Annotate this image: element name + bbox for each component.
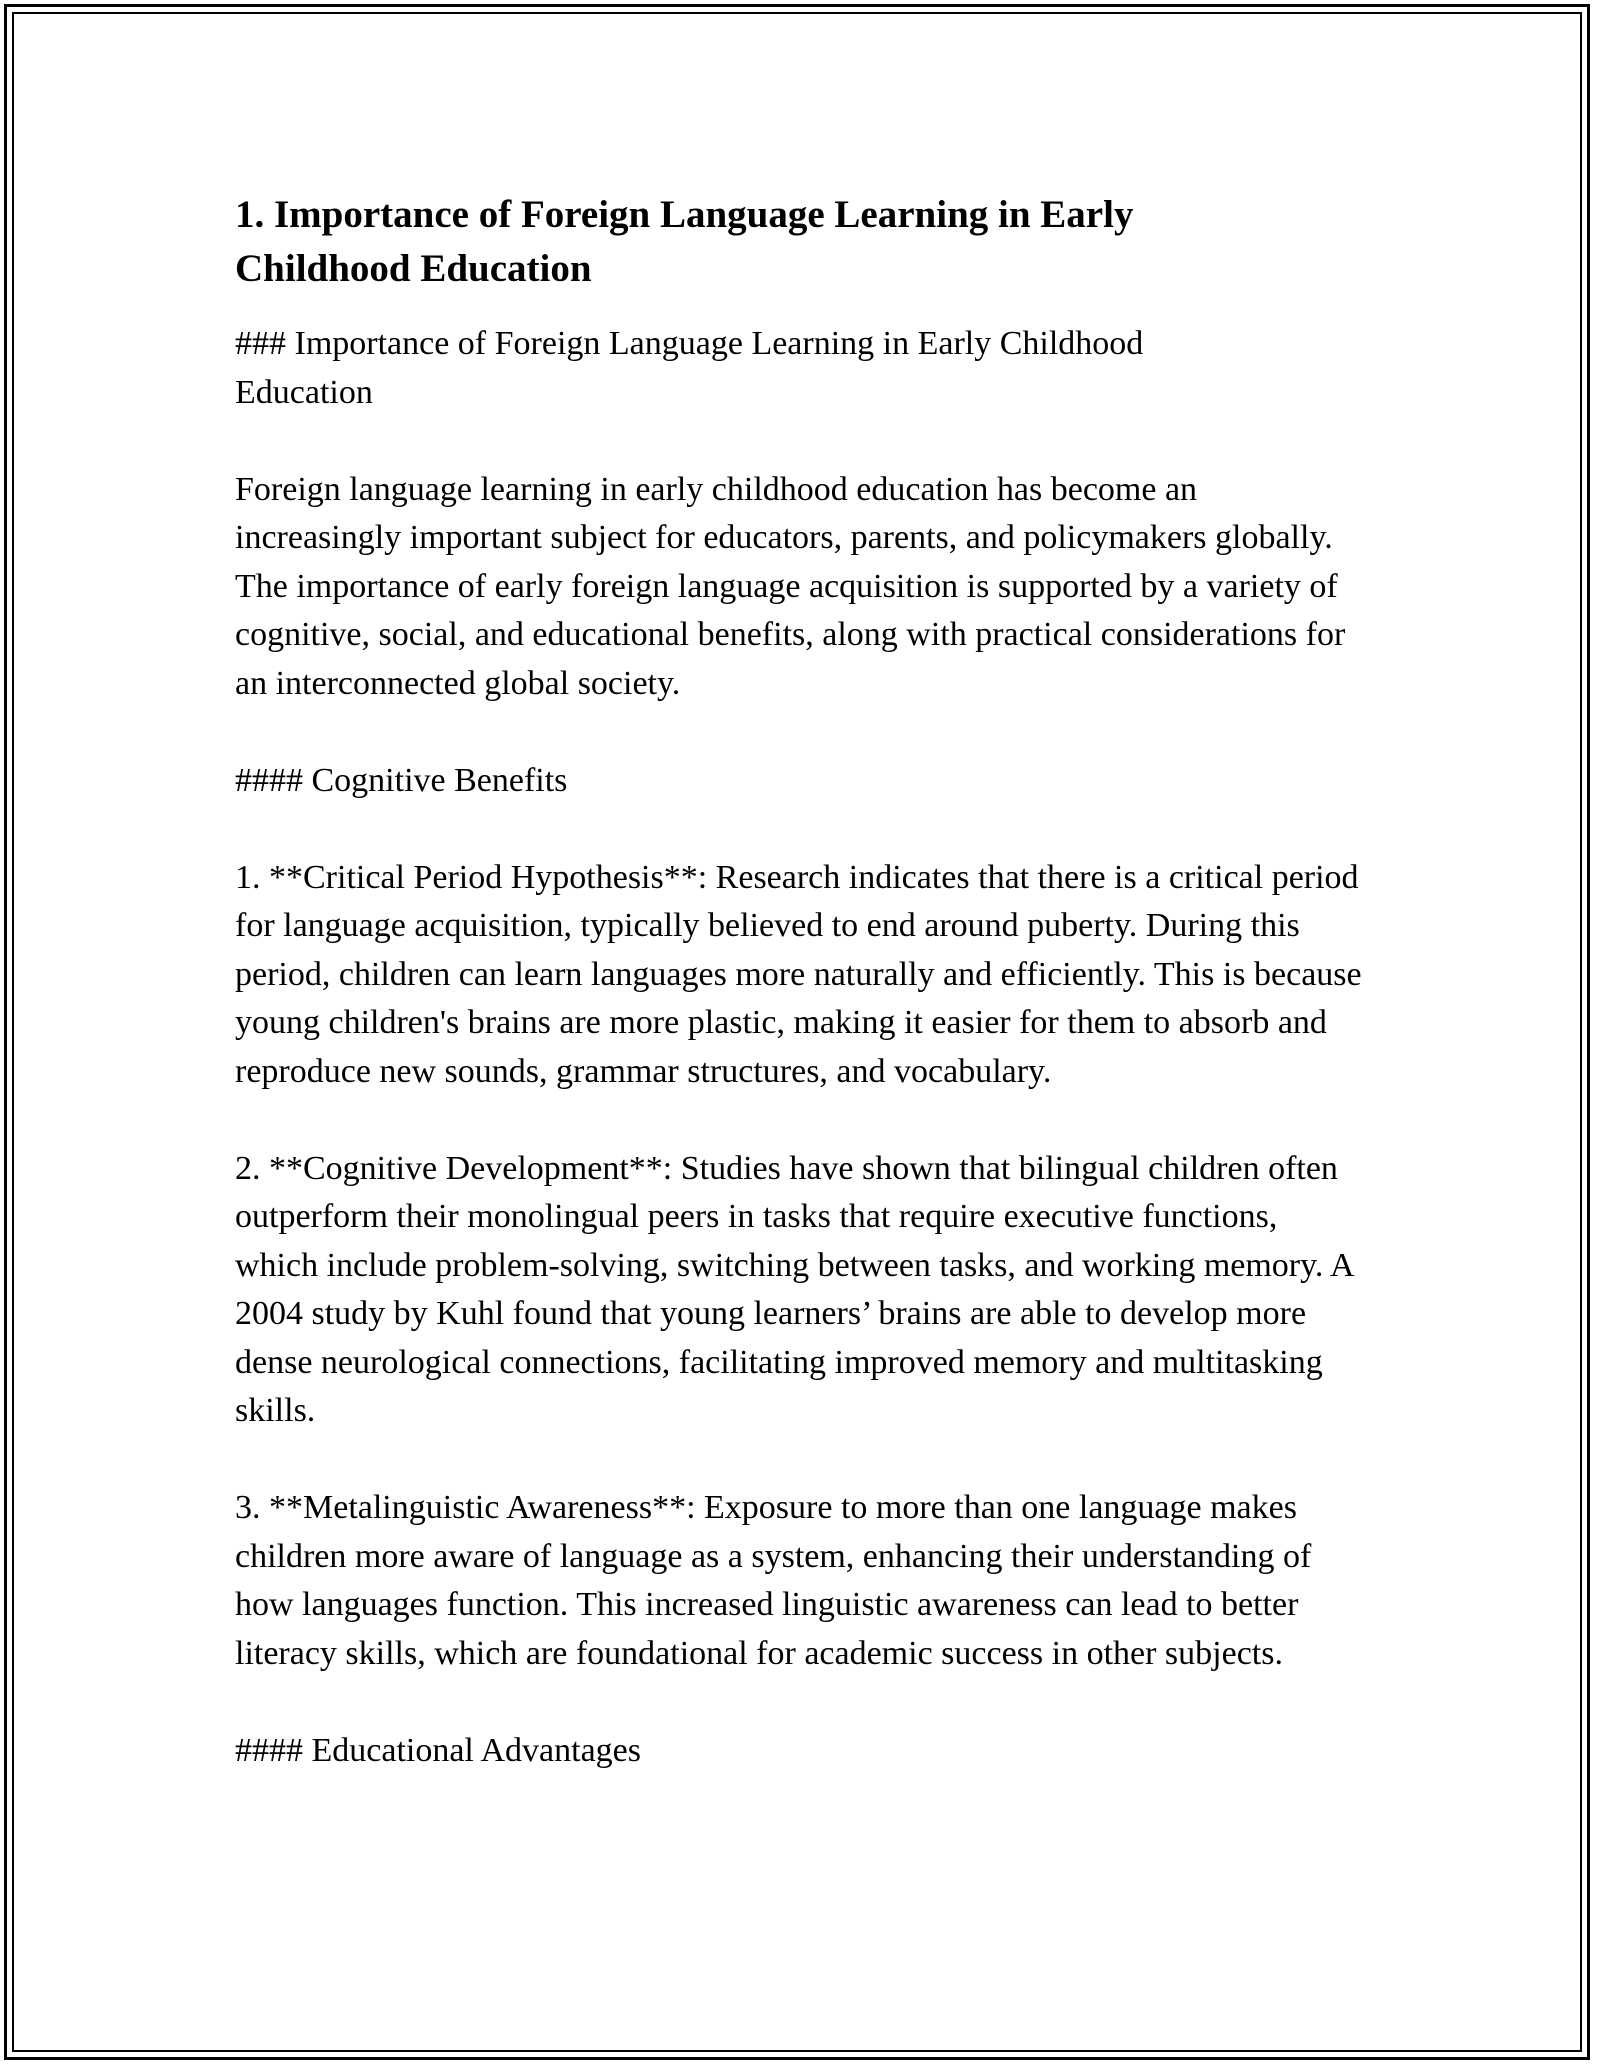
cognitive-development-paragraph: 2. **Cognitive Development**: Studies have shown that bilingual children often outperform their monolingual peers in tasks that require executive functions, which include problem-solving, switching between tasks, and working memory. A 2004 study by Kuhl found that young learners’ brains are able to develop more dense neurological connections, facilitating improved memory and multitasking skills. — [235, 1149, 1353, 1429]
educational-advantages-heading: #### Educational Advantages — [235, 1731, 642, 1769]
cognitive-benefits-heading: #### Cognitive Benefits — [235, 761, 568, 799]
document-body — [235, 188, 1365, 1775]
metalinguistic-awareness-paragraph: 3. **Metalinguistic Awareness**: Exposure to more than one language makes children more aware of language as a system, enhancing their understanding of how languages function. This increased linguistic awareness can lead to better literacy skills, which are foundational for academic success in other subjects. — [235, 1489, 1312, 1672]
subheading-paragraph: ### Importance of Foreign Language Learning in Early Childhood Education — [235, 325, 1144, 411]
critical-period-paragraph: 1. **Critical Period Hypothesis**: Research indicates that there is a critical period for language acquisition, typically believed to end around puberty. During this period, children can learn languages more naturally and efficiently. This is because young children's brains are more plastic, making it easier for them to absorb and reproduce new sounds, grammar structures, and vocabulary. — [235, 858, 1362, 1090]
page-title: 1. Importance of Foreign Language Learning in Early Childhood Education — [235, 193, 1134, 290]
intro-paragraph: Foreign language learning in early childhood education has become an increasingly important subject for educators, parents, and policymakers globally. The importance of early foreign language acquisition is supported by a variety of cognitive, social, and educational benefits, along with practical considerations for an interconnected global society. — [235, 470, 1346, 702]
